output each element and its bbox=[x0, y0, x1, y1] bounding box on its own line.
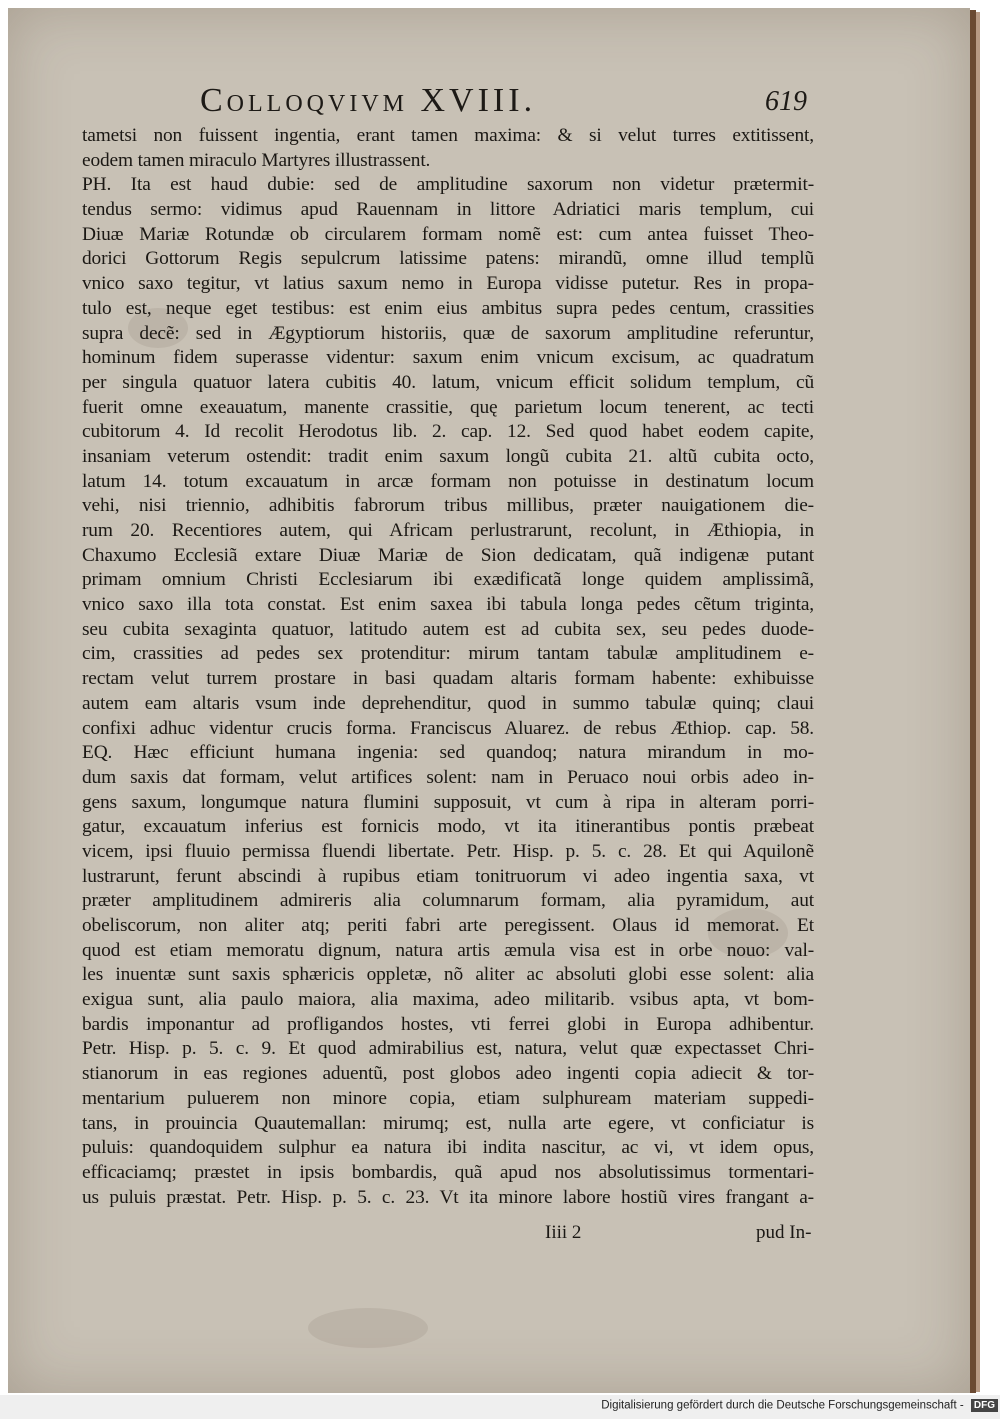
text-line: cubitorum 4. Id recolit Herodotus lib. 2. cap. 12. Sed quod habet eodem capite, bbox=[82, 421, 814, 443]
running-title: Colloqvivm XVIII. bbox=[200, 82, 537, 119]
text-line: supra decẽ: sed in Ægyptiorum historiis, quæ de saxorum amplitudine referuntur, bbox=[82, 322, 814, 344]
text-line: vicem, ipsi fluuio permissa fluendi libertate. Petr. Hisp. p. 5. c. 28. Et qui Aquilonẽ bbox=[82, 840, 814, 862]
text-line: EQ. Hæc efficiunt humana ingenia: sed quandoq; natura mirandum in mo- bbox=[82, 742, 814, 764]
text-line: Petr. Hisp. p. 5. c. 9. Et quod admirabilius est, natura, velut quæ expectasset Chri- bbox=[82, 1038, 814, 1060]
text-line: Chaxumo Ecclesiã extare Diuæ Mariæ de Sion dedicatam, quã indigenæ putant bbox=[82, 544, 814, 566]
text-line: mentarium puluerem non minore copia, etiam sulphuream materiam suppedi- bbox=[82, 1087, 814, 1109]
body-text bbox=[82, 124, 814, 1210]
text-line: quod est etiam memoratu dignum, natura artis æmula visa est in orbe nouo: val- bbox=[82, 939, 814, 961]
text-line: fuerit omne exeauatum, manente crassitie, quę parietum locum tenerent, ac tecti bbox=[82, 396, 814, 418]
text-line: PH. Ita est haud dubie: sed de amplitudine saxorum non videtur prætermit- bbox=[82, 174, 814, 196]
text-line: puluis: quandoquidem sulphur ea natura ibi indita nascitur, ac vi, vt idem opus, bbox=[82, 1137, 814, 1159]
text-line: bardis imponantur ad profligandos hostes, vti ferrei globi in Europa adhibentur. bbox=[82, 1013, 814, 1035]
text-line: vnico saxo illa tota constat. Est enim saxea ibi tabula longa pedes cẽtum triginta, bbox=[82, 594, 814, 616]
page-edge-outer bbox=[976, 12, 980, 1392]
credit-text: Digitalisierung gefördert durch die Deutsche Forschungsgemeinschaft - bbox=[601, 1399, 964, 1412]
credit-bar bbox=[600, 1399, 998, 1417]
text-line: hominum fidem superasse videntur: saxum enim vnicum excisum, ac quadratum bbox=[82, 347, 814, 369]
text-line: exigua sunt, alia paulo maiora, alia maxima, adeo militarib. vsibus apta, vt bom- bbox=[82, 989, 814, 1011]
text-line: tans, in prouincia Quautemallan: mirumq; est, nulla arte egere, vt conficiatur is bbox=[82, 1112, 814, 1134]
text-line: rectam velut turrem prostare in basi quadam altaris formam habente: exhibuisse bbox=[82, 668, 814, 690]
text-line: rum 20. Recentiores autem, qui Africam perlustrarunt, recolunt, in Æthiopia, in bbox=[82, 520, 814, 541]
text-line: confixi adhuc videntur crucis forma. Franciscus Aluarez. de rebus Æthiop. cap. 58. bbox=[82, 717, 814, 739]
text-line: gens saxum, longumque natura flumini supposuit, vt cum à ripa in alteram porri- bbox=[82, 791, 814, 813]
text-line: primam omnium Christi Ecclesiarum ibi exædificatã longe quidem amplissimã, bbox=[82, 569, 814, 591]
text-line: obeliscorum, non aliter atq; periti fabri arte peregissent. Olaus id memorat. Et bbox=[82, 915, 814, 936]
text-line: dorici Gottorum Regis sepulcrum latissime patens: mirandũ, omne illud templũ bbox=[82, 248, 814, 270]
text-line: stianorum in eas regiones aduentũ, post globos adeo ingenti copia adiecit & tor- bbox=[82, 1063, 814, 1085]
text-line: efficaciamq; præstet in ipsis bombardis, quã apud nos absolutissimus tormentari- bbox=[82, 1161, 814, 1183]
catchword: pud In- bbox=[756, 1222, 812, 1243]
text-line: insaniam veterum ostendit: tradit enim saxum longũ cubita 21. altũ cubita octo, bbox=[82, 445, 814, 467]
text-line: Diuæ Mariæ Rotundæ ob circularem formam nomẽ est: cum antea fuisset Theo- bbox=[82, 223, 814, 245]
text-line: cim, crassities ad pedes sex protenditur: mirum tantam tabulæ amplitudinem e- bbox=[82, 643, 814, 665]
text-line: dum saxis dat formam, velut artifices solent: nam in Peruaco noui orbis adeo in- bbox=[82, 766, 814, 788]
text-line: vehi, nisi triennio, adhibitis fabrorum tribus millibus, præter nauigationem die- bbox=[82, 495, 814, 517]
text-line: per singula quatuor latera cubitis 40. latum, vnicum efficit solidum templum, cũ bbox=[82, 371, 814, 393]
signature-mark: Iiii 2 bbox=[545, 1222, 582, 1243]
text-line: tametsi non fuissent ingentia, erant tamen maxima: & si velut turres extitissent, bbox=[82, 125, 814, 146]
text-line: latum 14. totum excauatum in arcæ formam non potuisse in destinatum locum bbox=[82, 470, 814, 492]
text-line: seu cubita sexaginta quatuor, latitudo autem est ad cubita sex, seu pedes duode- bbox=[82, 618, 814, 640]
text-line: tendus sermo: vidimus apud Rauennam in littore Adriatici maris templum, cui bbox=[82, 199, 814, 221]
text-line: tulo est, neque eget testibus: est enim eius ambitus supra pedes centum, crassities bbox=[82, 297, 814, 319]
text-line: vnico saxo tegitur, vt latius saxum nemo in Europa vidisse putetur. Res in propa- bbox=[82, 273, 814, 295]
text-line: eodem tamen miraculo Martyres illustrassent. bbox=[82, 149, 431, 171]
text-line: gatur, excauatum inferius est fornicis modo, vt ita itinerantibus pontis præbeat bbox=[82, 816, 814, 838]
dfg-logo: DFG bbox=[971, 1399, 998, 1412]
text-line: us puluis præstat. Petr. Hisp. p. 5. c. 23. Vt ita minore labore hostiũ vires frangant a- bbox=[82, 1186, 814, 1208]
page-number: 619 bbox=[765, 86, 807, 117]
text-line: autem eam altaris vsum inde deprehenditur, quod in summo tabulæ quinq; claui bbox=[82, 692, 814, 714]
text-line: præter amplitudinem admireris alia columnarum formam, alia pyramidum, aut bbox=[82, 890, 814, 912]
text-line: les inuentæ sunt saxis sphæricis oppletæ, nõ aliter ac absoluti globi esse solent: alia bbox=[82, 964, 814, 986]
text-line: lustrarunt, ferunt abscindi à rupibus etiam tonitruorum vi adeo ingentia saxa, vt bbox=[82, 865, 814, 887]
